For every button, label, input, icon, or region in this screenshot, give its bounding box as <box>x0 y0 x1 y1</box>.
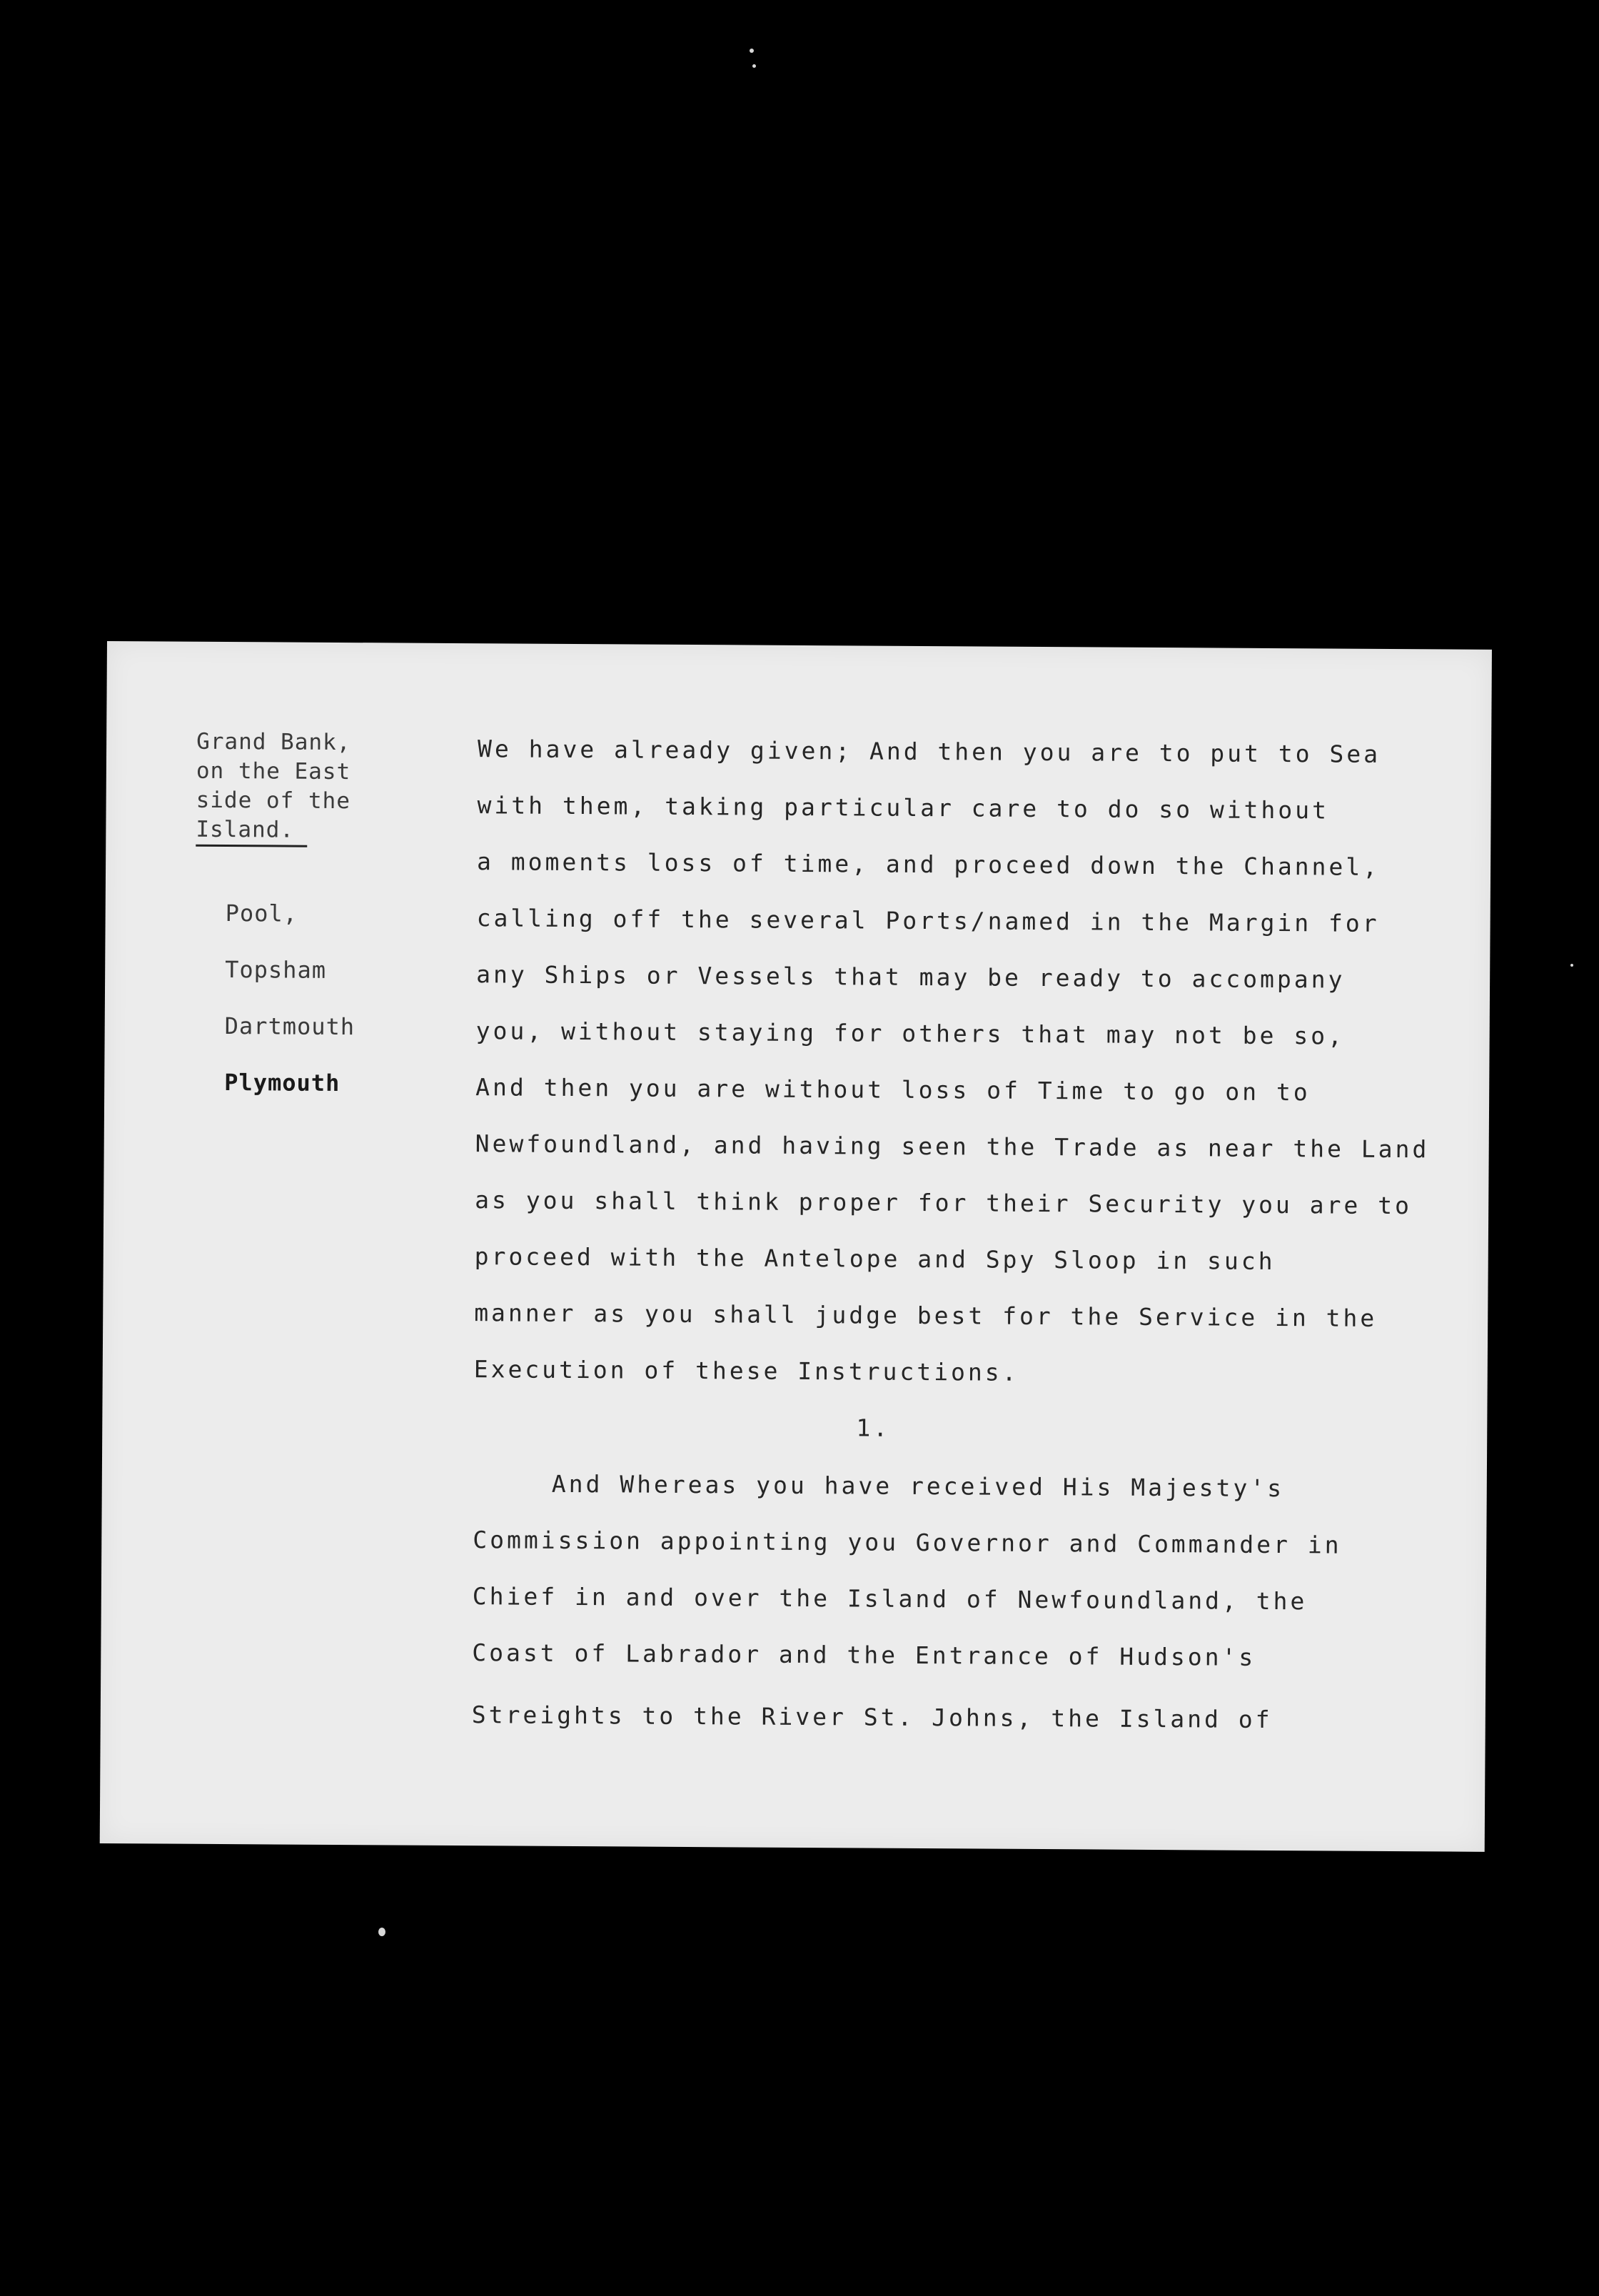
body-text <box>472 720 1463 1748</box>
text-line: We have already given; And then you are to put to Sea <box>477 735 1381 768</box>
text-line: And then you are without loss of Time to go on to <box>475 1073 1311 1107</box>
margin-ports-list <box>224 885 424 1112</box>
text-line: any Ships or Vessels that may be ready to accompany <box>476 960 1346 994</box>
text-line: Streights to the River St. Johns, the Island of <box>471 1701 1273 1734</box>
margin-heading-line: side of the <box>196 787 351 815</box>
text-line: Coast of Labrador and the Entrance of Hudson's <box>472 1638 1256 1671</box>
text-line: a moments loss of time, and proceed down the Channel, <box>477 847 1381 881</box>
text-line: And Whereas you have received His Majesty's <box>551 1469 1285 1503</box>
section-number: 1. <box>856 1414 891 1442</box>
margin-heading-line: Island. <box>196 815 307 847</box>
margin-heading <box>196 727 425 848</box>
text-line: manner as you shall judge best for the Service in the <box>474 1299 1378 1332</box>
text-line: you, without staying for others that may not be so, <box>475 1017 1346 1050</box>
text-line: Newfoundland, and having seen the Trade as near the Land <box>475 1129 1430 1164</box>
text-line: Commission appointing you Governor and Commander in <box>473 1526 1342 1559</box>
margin-port: Pool, <box>225 900 298 927</box>
margin-port: Dartmouth <box>224 1012 355 1041</box>
text-line: Execution of these Instructions. <box>473 1355 1019 1386</box>
margin-port: Plymouth <box>224 1069 341 1097</box>
text-line: as you shall think proper for their Security you are to <box>475 1186 1413 1220</box>
margin-port: Topsham <box>225 956 327 984</box>
typed-page <box>100 641 1492 1852</box>
text-line: proceed with the Antelope and Spy Sloop in such <box>474 1242 1276 1276</box>
text-line: Chief in and over the Island of Newfoundland, the <box>472 1582 1308 1616</box>
margin-heading-line: on the East <box>196 757 351 785</box>
margin-heading-line: Grand Bank, <box>196 728 351 756</box>
text-line: with them, taking particular care to do so without <box>477 791 1330 825</box>
text-line: calling off the several Ports/named in the Margin for <box>476 904 1380 937</box>
margin-notes <box>194 727 425 1112</box>
